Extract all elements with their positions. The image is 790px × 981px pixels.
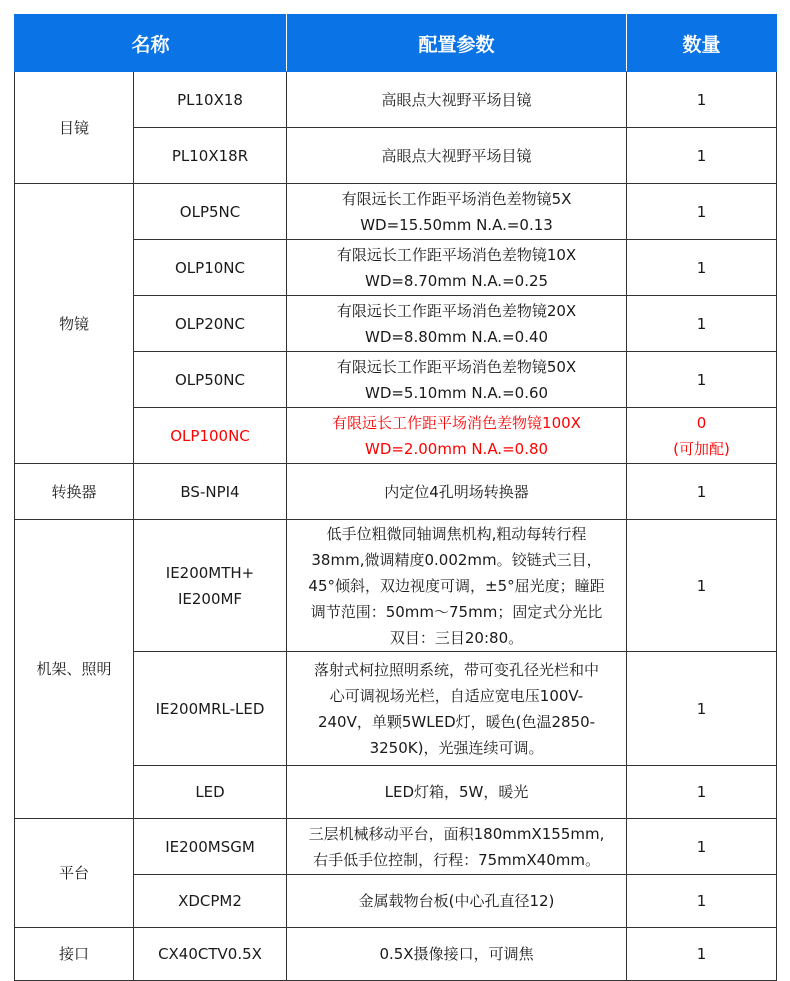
qty-cell: 1 (627, 819, 777, 875)
qty-cell: 1 (627, 464, 777, 520)
config-cell: 0.5X摄像接口，可调焦 (287, 928, 627, 981)
category-interface: 接口 (15, 928, 134, 981)
model-cell: OLP5NC (134, 184, 287, 240)
header-config: 配置参数 (287, 15, 627, 72)
table-header-row (15, 15, 777, 72)
qty-cell: 1 (627, 766, 777, 819)
category-objective: 物镜 (15, 184, 134, 464)
header-name: 名称 (15, 15, 287, 72)
config-cell: 金属载物台板(中心孔直径12) (287, 875, 627, 928)
table-row (15, 928, 777, 981)
config-cell: 低手位粗微同轴调焦机构,粗动每转行程 38mm,微调精度0.002mm。铰链式三目， 45°倾斜，双边视度可调，±5°屈光度；瞳距 调节范围：50mm～75mm；固定式分光比 双目：三目20:80。 (287, 520, 627, 652)
config-cell: 有限远长工作距平场消色差物镜10X WD=8.70mm N.A.=0.25 (287, 240, 627, 296)
qty-cell: 1 (627, 520, 777, 652)
spec-table (14, 14, 777, 981)
qty-cell: 1 (627, 72, 777, 128)
model-cell: OLP20NC (134, 296, 287, 352)
qty-cell: 1 (627, 240, 777, 296)
config-cell: 有限远长工作距平场消色差物镜5X WD=15.50mm N.A.=0.13 (287, 184, 627, 240)
header-qty: 数量 (627, 15, 777, 72)
qty-cell: 0 (可加配) (627, 408, 777, 464)
table-row (15, 520, 777, 652)
model-cell: XDCPM2 (134, 875, 287, 928)
config-cell: LED灯箱，5W，暖光 (287, 766, 627, 819)
model-cell: OLP100NC (134, 408, 287, 464)
category-eyepiece: 目镜 (15, 72, 134, 184)
qty-cell: 1 (627, 652, 777, 766)
model-cell: IE200MRL-LED (134, 652, 287, 766)
qty-cell: 1 (627, 184, 777, 240)
config-cell: 高眼点大视野平场目镜 (287, 128, 627, 184)
qty-cell: 1 (627, 875, 777, 928)
config-cell: 内定位4孔明场转换器 (287, 464, 627, 520)
category-nosepiece: 转换器 (15, 464, 134, 520)
model-cell: IE200MSGM (134, 819, 287, 875)
model-cell: PL10X18 (134, 72, 287, 128)
category-frame-illumination: 机架、照明 (15, 520, 134, 819)
model-cell: BS-NPI4 (134, 464, 287, 520)
table-row (15, 819, 777, 875)
model-cell: OLP10NC (134, 240, 287, 296)
model-cell: LED (134, 766, 287, 819)
config-cell: 有限远长工作距平场消色差物镜100X WD=2.00mm N.A.=0.80 (287, 408, 627, 464)
table-row (15, 184, 777, 240)
table-row (15, 72, 777, 128)
qty-cell: 1 (627, 352, 777, 408)
config-cell: 落射式柯拉照明系统，带可变孔径光栏和中 心可调视场光栏，自适应宽电压100V- 240V，单颗5WLED灯，暖色(色温2850- 3250K)，光强连续可调。 (287, 652, 627, 766)
category-stage: 平台 (15, 819, 134, 928)
config-cell: 高眼点大视野平场目镜 (287, 72, 627, 128)
table-row (15, 464, 777, 520)
config-cell: 有限远长工作距平场消色差物镜50X WD=5.10mm N.A.=0.60 (287, 352, 627, 408)
model-cell: OLP50NC (134, 352, 287, 408)
model-cell: IE200MTH+ IE200MF (134, 520, 287, 652)
qty-cell: 1 (627, 128, 777, 184)
spec-table-container (14, 14, 776, 981)
qty-cell: 1 (627, 296, 777, 352)
config-cell: 有限远长工作距平场消色差物镜20X WD=8.80mm N.A.=0.40 (287, 296, 627, 352)
model-cell: PL10X18R (134, 128, 287, 184)
config-cell: 三层机械移动平台，面积180mmX155mm, 右手低手位控制，行程：75mmX40mm。 (287, 819, 627, 875)
qty-cell: 1 (627, 928, 777, 981)
model-cell: CX40CTV0.5X (134, 928, 287, 981)
